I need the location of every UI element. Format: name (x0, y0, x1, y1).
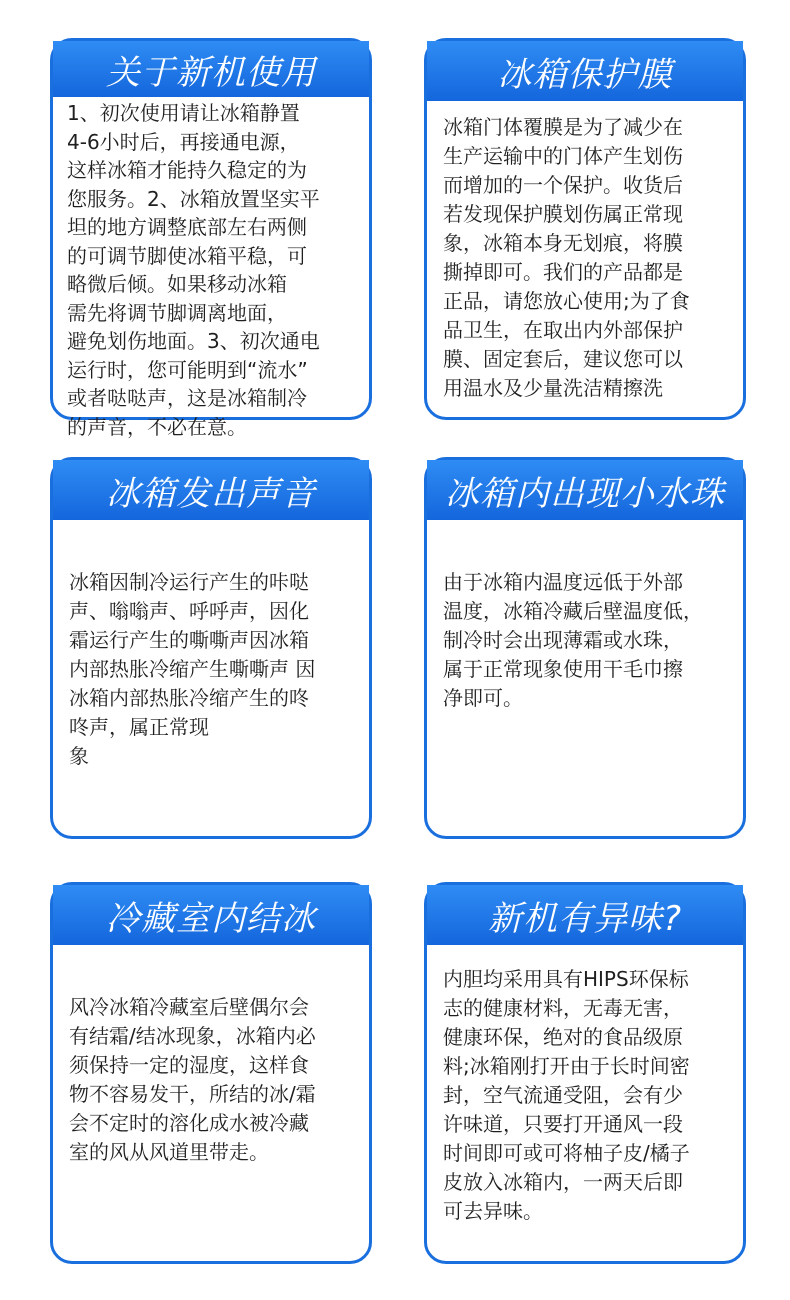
card-title: 冰箱发出声音 (53, 460, 369, 520)
card-text: 风冷冰箱冷藏室后壁偶尔会 有结霜/结冰现象，冰箱内必 须保持一定的湿度，这样食 物不容易发干，所结的冰/霜 会不定时的溶化成水被冷藏 室的风从风道里带走。 (69, 995, 316, 1164)
card-title: 冰箱保护膜 (427, 41, 743, 101)
card-text: 1、初次使用请让冰箱静置 4-6小时后，再接通电源， 这样冰箱才能持久稳定的为 您服务。2、冰箱放置坚实平 坦的地方调整底部左右两侧 的可调节脚使冰箱平稳，可 略微后倾。如果移动冰箱 需先将调节脚调离地面， 避免划伤地面。3、初次通电 运行时，您可能明到“流水” 或者哒哒声，这是冰箱制冷 的声音，不必在意。 (67, 101, 320, 439)
card-new-machine-odor (424, 882, 746, 1264)
card-text: 冰箱因制冷运行产生的咔哒 声、嗡嗡声、呼呼声，因化 霜运行产生的嘶嘶声因冰箱 内部热胀冷缩产生嘶嘶声 因 冰箱内部热胀冷缩产生的咚 咚声，属正常现 象 (69, 570, 316, 768)
card-text: 冰箱门体覆膜是为了减少在 生产运输中的门体产生划伤 而增加的一个保护。收货后 若发现保护膜划伤属正常现 象，冰箱本身无划痕，将膜 撕掉即可。我们的产品都是 正品，请您放心使用;为了食 品卫生，在取出内外部保护 膜、固定套后，建议您可以 用温水及少量洗洁精擦洗 (443, 115, 690, 400)
card-title: 新机有异味? (427, 885, 743, 945)
card-title: 冰箱内出现小水珠 (427, 460, 743, 520)
card-fridge-noise (50, 457, 372, 839)
card-text: 内胆均采用具有HIPS环保标 志的健康材料，无毒无害， 健康环保，绝对的食品级原 料;冰箱刚打开由于长时间密 封，空气流通受阻，会有少 许味道，只要打开通风一段 时间即可或可将柚子皮/橘子 皮放入冰箱内，一两天后即 可去异味。 (443, 967, 690, 1223)
card-protective-film (424, 38, 746, 420)
card-fridge-icing (50, 882, 372, 1264)
card-new-machine-use (50, 38, 372, 439)
card-text: 由于冰箱内温度远低于外部 温度，冰箱冷藏后壁温度低， 制冷时会出现薄霜或水珠， 属于正常现象使用干毛巾擦 净即可。 (443, 570, 703, 710)
card-title: 冷藏室内结冰 (53, 885, 369, 945)
card-title: 关于新机使用 (53, 41, 369, 97)
card-water-droplets (424, 457, 746, 839)
